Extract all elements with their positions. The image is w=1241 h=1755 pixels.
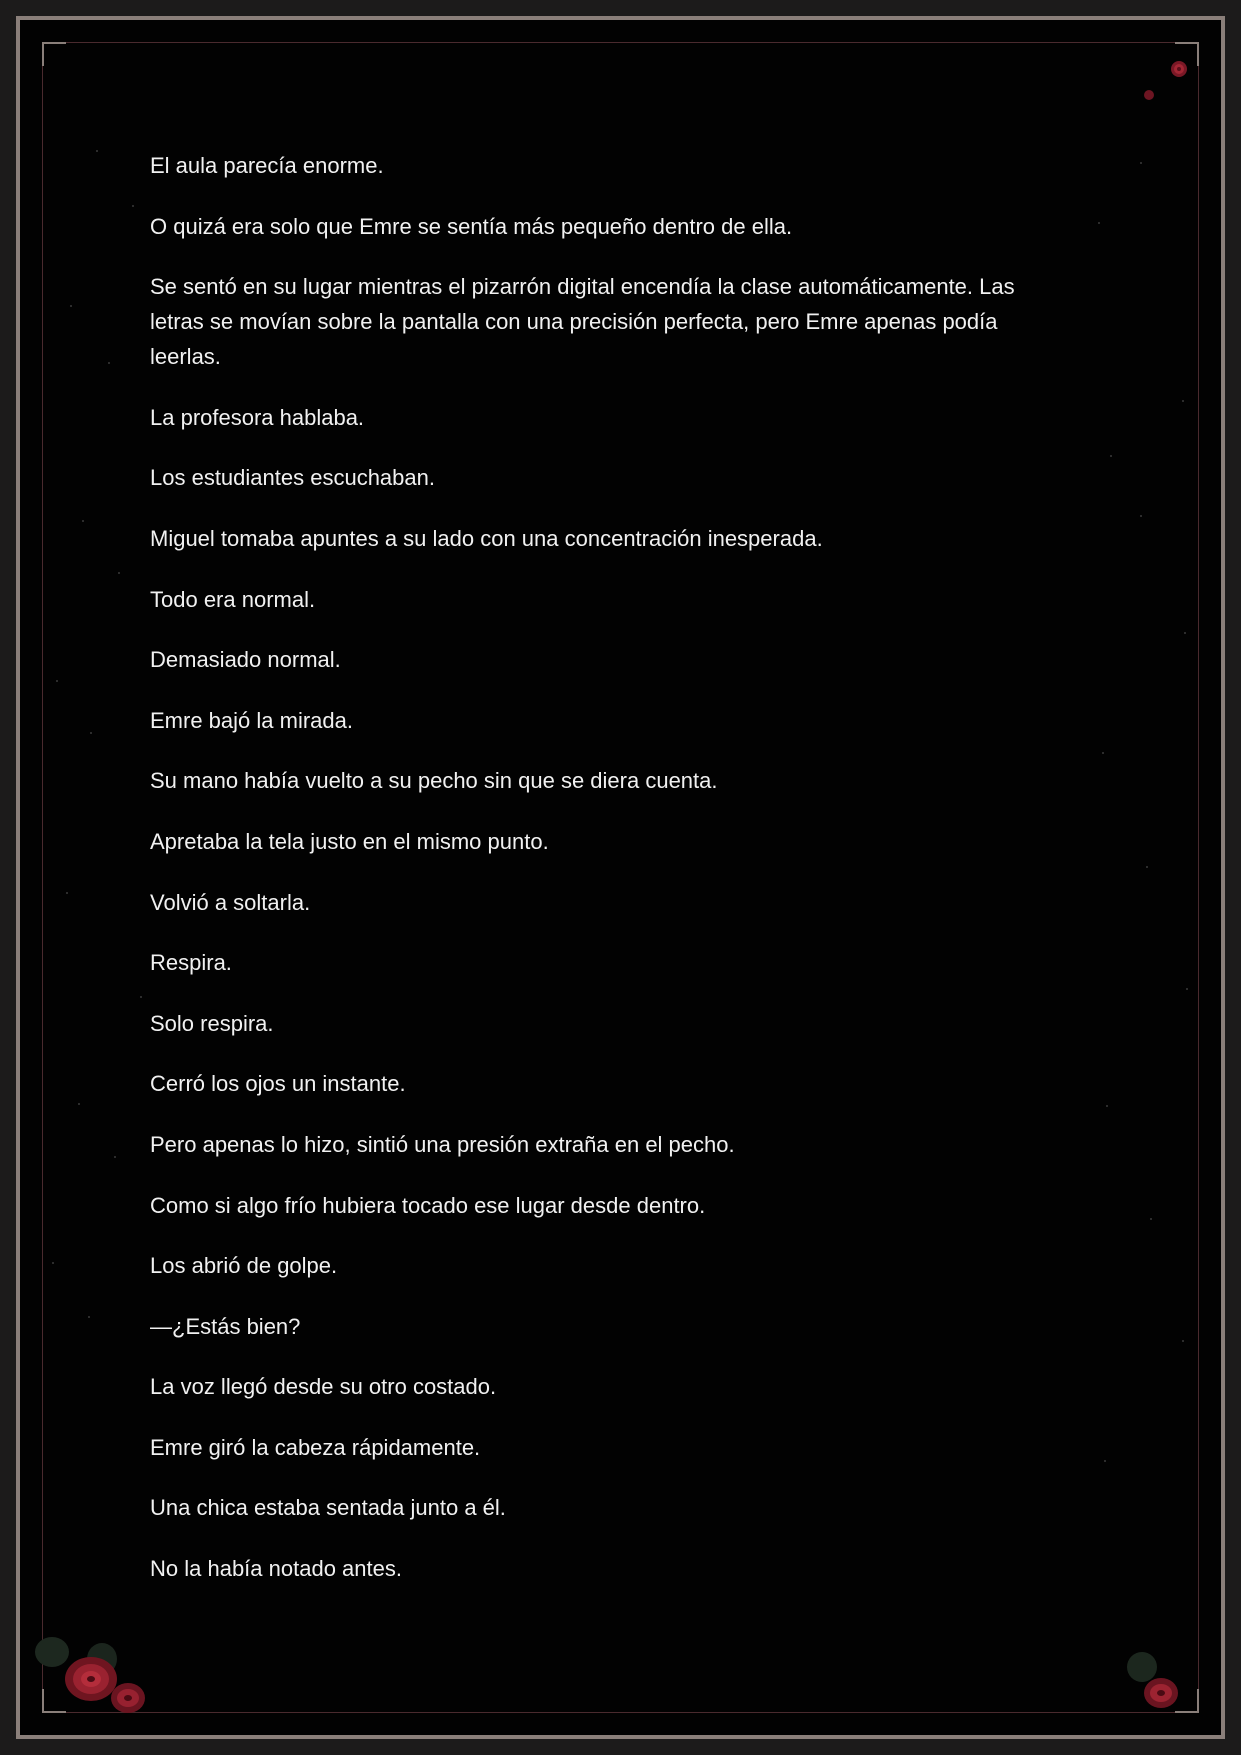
paragraph: Solo respira. (150, 1010, 274, 1036)
star-speck (1098, 222, 1100, 224)
star-speck (1102, 752, 1104, 754)
star-speck (52, 1262, 54, 1264)
star-speck (140, 996, 142, 998)
star-speck (90, 732, 92, 734)
star-speck (132, 205, 134, 207)
paragraph: Se sentó en su lugar mientras el pizarrón digital encendía la clase automáticamente. Las letras se movían sobre la pantalla con una precisión perfecta, pero Emre apenas podía leerlas. (150, 274, 1015, 370)
story-text (150, 148, 1070, 1612)
paragraph: Emre bajó la mirada. (150, 707, 353, 733)
rose-flower-icon (1143, 1677, 1179, 1709)
star-speck (1110, 455, 1112, 457)
star-speck (1186, 988, 1188, 990)
star-speck (88, 1316, 90, 1318)
paragraph: Pero apenas lo hizo, sintió una presión extraña en el pecho. (150, 1131, 735, 1157)
star-speck (114, 1156, 116, 1158)
star-speck (1140, 162, 1142, 164)
rose-flower-icon (110, 1682, 146, 1714)
star-speck (1146, 866, 1148, 868)
rose-flower-icon (1170, 60, 1188, 78)
frame-corner-bottom-left (42, 1689, 66, 1713)
frame-corner-top-left (42, 42, 66, 66)
star-speck (1150, 1218, 1152, 1220)
star-speck (66, 892, 68, 894)
paragraph: La profesora hablaba. (150, 404, 365, 430)
paragraph: Miguel tomaba apuntes a su lado con una concentración inesperada. (150, 525, 823, 551)
paragraph: —¿Estás bien? (150, 1313, 301, 1339)
star-speck (1106, 1105, 1108, 1107)
paragraph: Todo era normal. (150, 586, 316, 612)
star-speck (96, 150, 98, 152)
paragraph: Cerró los ojos un instante. (150, 1071, 406, 1097)
paragraph: Apretaba la tela justo en el mismo punto. (150, 828, 549, 854)
paragraph: La voz llegó desde su otro costado. (150, 1374, 497, 1400)
paragraph: O quizá era solo que Emre se sentía más pequeño dentro de ella. (150, 213, 793, 239)
star-speck (1104, 1460, 1106, 1462)
star-speck (108, 362, 110, 364)
paragraph: Su mano había vuelto a su pecho sin que se diera cuenta. (150, 768, 718, 794)
paragraph: Volvió a soltarla. (150, 889, 311, 915)
star-speck (118, 572, 120, 574)
paragraph: Respira. (150, 950, 232, 976)
paragraph: Como si algo frío hubiera tocado ese lugar desde dentro. (150, 1192, 706, 1218)
star-speck (1184, 632, 1186, 634)
paragraph: No la había notado antes. (150, 1556, 402, 1582)
star-speck (70, 305, 72, 307)
paragraph: Los abrió de golpe. (150, 1253, 338, 1279)
paragraph: Una chica estaba sentada junto a él. (150, 1495, 506, 1521)
star-speck (1140, 515, 1142, 517)
star-speck (56, 680, 58, 682)
star-speck (1182, 400, 1184, 402)
rose-bud-icon (1143, 89, 1155, 101)
paragraph: Los estudiantes escuchaban. (150, 465, 435, 491)
star-speck (82, 520, 84, 522)
star-speck (1182, 1340, 1184, 1342)
paragraph: El aula parecía enorme. (150, 153, 384, 178)
paragraph: Emre giró la cabeza rápidamente. (150, 1434, 481, 1460)
star-speck (78, 1103, 80, 1105)
paragraph: Demasiado normal. (150, 647, 341, 673)
